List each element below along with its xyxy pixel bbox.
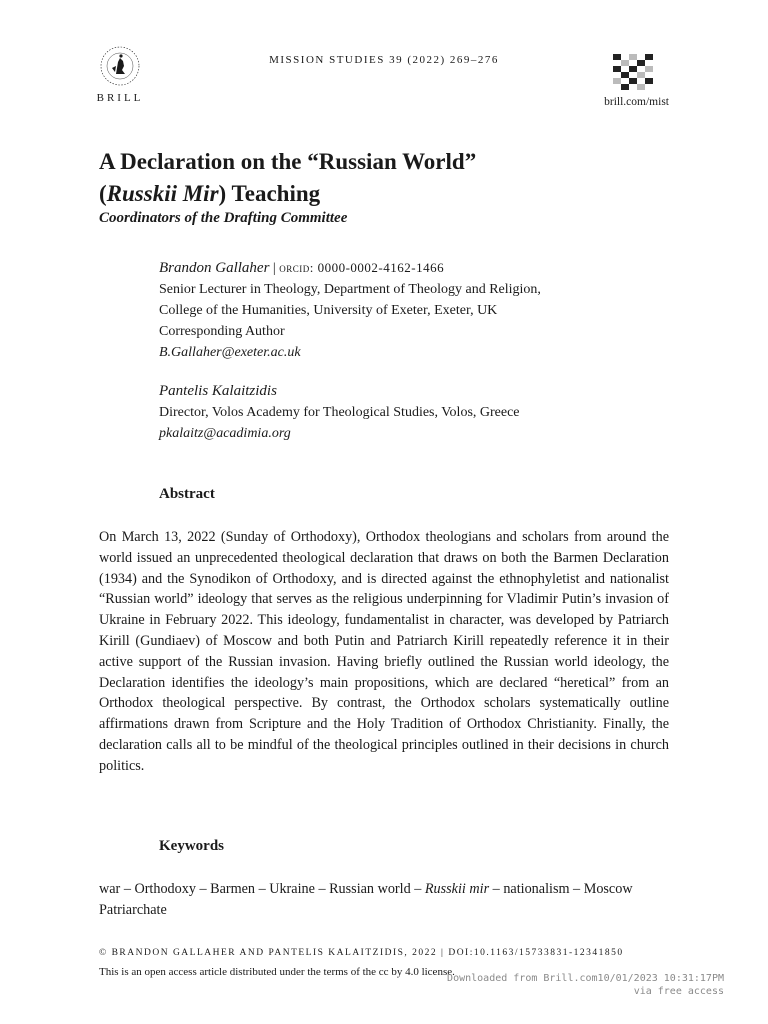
journal-website-link[interactable]: brill.com/mist bbox=[604, 96, 669, 108]
title-part1: A Declaration on the “Russian World” bbox=[99, 149, 477, 174]
keywords-italic: Russkii mir bbox=[424, 881, 490, 897]
author-email-link[interactable]: pkalaitz@acadimia.org bbox=[159, 426, 291, 441]
abstract-heading: Abstract bbox=[159, 486, 215, 502]
keywords-part2: – nationalism – Moscow Patriarchate bbox=[99, 881, 633, 918]
download-line: Downloaded from Brill.com10/01/2023 10:31:17PM bbox=[447, 973, 724, 984]
corresponding-author-label: Corresponding Author bbox=[159, 324, 285, 339]
publisher-name: BRILL bbox=[96, 92, 144, 104]
separator: | bbox=[272, 261, 276, 276]
author-name: Brandon Gallaher bbox=[159, 260, 270, 276]
keywords-part1: war – Orthodoxy – Barmen – Ukraine – Russian world – bbox=[99, 881, 425, 897]
article-title bbox=[99, 146, 659, 210]
author-block bbox=[159, 381, 679, 444]
license-notice: This is an open access article distributed under the terms of the cc by 4.0 license. bbox=[99, 966, 455, 978]
orcid-link[interactable]: orcid: 0000-0002-4162-1466 bbox=[279, 260, 445, 275]
author-affiliation-line: College of the Humanities, University of Exeter, Exeter, UK bbox=[159, 303, 498, 318]
title-italic: Russkii Mir bbox=[106, 181, 219, 206]
copyright-notice: © BRANDON GALLAHER AND PANTELIS KALAITZIDIS, 2022 | DOI:10.1163/15733831-12341850 bbox=[99, 948, 624, 958]
author-block bbox=[159, 257, 679, 363]
title-part2: ) Teaching bbox=[218, 181, 321, 206]
author-affiliation-line: Director, Volos Academy for Theological Studies, Volos, Greece bbox=[159, 405, 520, 420]
article-subtitle: Coordinators of the Drafting Committee bbox=[99, 210, 348, 226]
download-line: via free access bbox=[633, 986, 724, 997]
keywords-text bbox=[99, 879, 669, 921]
download-watermark bbox=[447, 972, 724, 998]
author-name: Pantelis Kalaitzidis bbox=[159, 383, 277, 399]
qr-code-icon bbox=[613, 54, 657, 90]
title-open-paren: ( bbox=[99, 181, 107, 206]
brill-logo bbox=[92, 44, 148, 104]
keywords-heading: Keywords bbox=[159, 838, 224, 854]
author-affiliation-line: Senior Lecturer in Theology, Department of Theology and Religion, bbox=[159, 282, 541, 297]
abstract-text: On March 13, 2022 (Sunday of Orthodoxy), Orthodox theologians and scholars from around the world issued an unprecedented theological declaration that draws on both the Barmen Declaration (1934) and the Synodikon of Orthodoxy, and is directed against the ethnophyletist and nationalist “Russian world” ideology that serves as the religious underpinning for Vladimir Putin’s invasion of Ukraine in February 2022. This ideology, fundamentalist in character, was developed by Patriarch Kirill (Gundiaev) of Moscow and both Putin and Patriarch Kirill repeatedly reference it in their active support of the Russian invasion. Having briefly outlined the Russian world ideology, the Declaration identifies the ideology’s main propositions, which are declared “heretical” from an Orthodox theological perspective. By contrast, the Orthodox scholars systematically outline affirmations drawn from Scripture and the Holy Tradition of Orthodox Christianity. Finally, the declaration calls all to be mindful of the theological principles outlined in their decisions in church politics. bbox=[99, 529, 669, 774]
journal-citation: MISSION STUDIES 39 (2022) 269–276 bbox=[269, 54, 499, 66]
brill-emblem-icon bbox=[98, 44, 142, 88]
author-email-link[interactable]: B.Gallaher@exeter.ac.uk bbox=[159, 345, 301, 360]
